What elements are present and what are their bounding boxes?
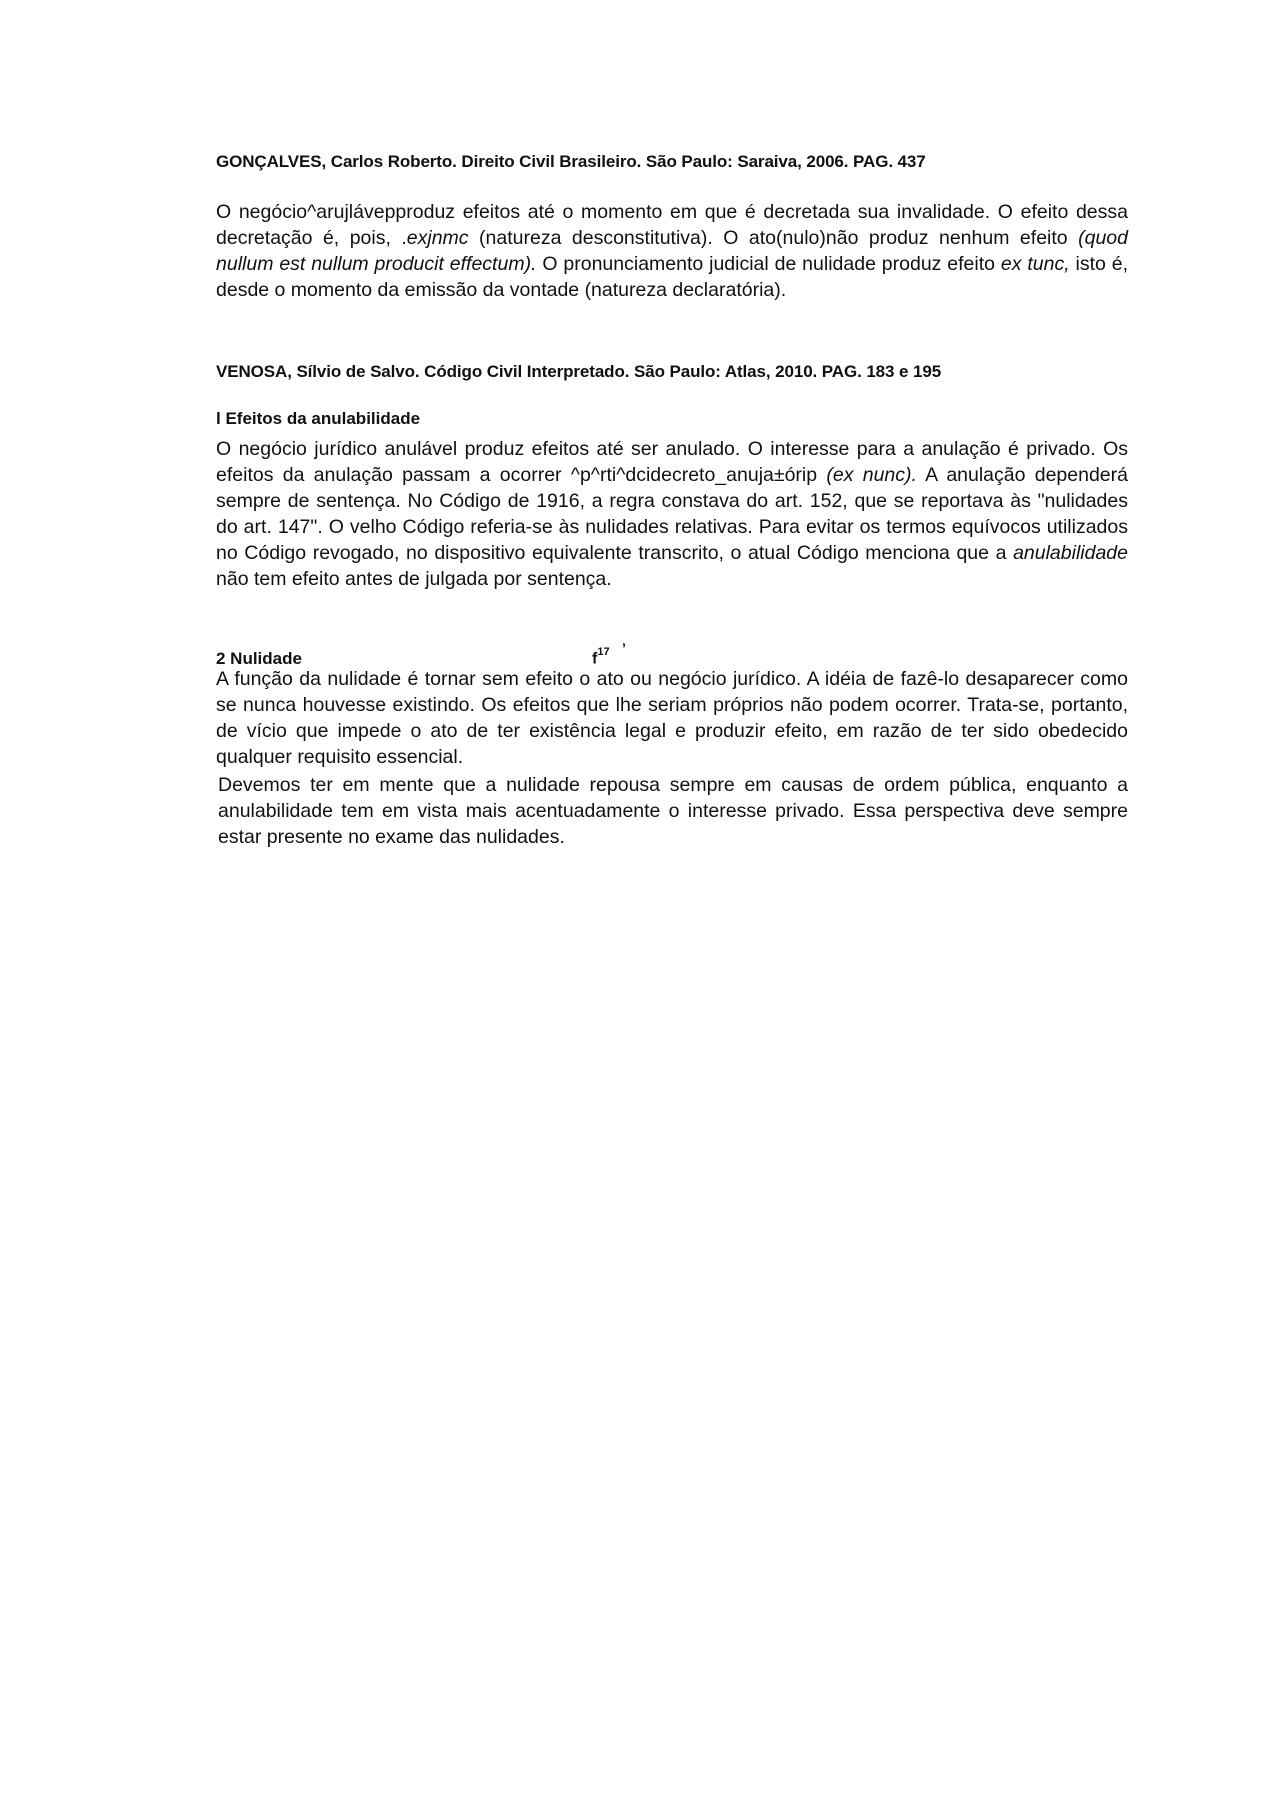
goncalves-citation: GONÇALVES, Carlos Roberto. Direito Civil Brasileiro. São Paulo: Saraiva, 2006. PAG. 437 (216, 152, 926, 171)
section-heading-nulidade: 2 Nulidade (216, 649, 302, 668)
footnote-marker-letter: f (592, 650, 598, 668)
nulidade-paragraph-1: A função da nulidade é tornar sem efeito o ato ou negócio jurídico. A idéia de fazê-lo desaparecer como se nunca houvesse existindo. Os efeitos que lhe seriam próprios não podem ocorrer. Trata-se, portanto, de vício que impede o ato de ter existência legal e produzir efeito, em razão de ter sido obedecido qualquer requisito essencial. (216, 668, 1128, 768)
nulidade-paragraph-2: Devemos ter em mente que a nulidade repousa sempre em causas de ordem pública, enquanto a anulabilidade tem em vista mais acentuadamente o interesse privado. Essa perspectiva deve sempre estar presente no exame das nulidades. (218, 774, 1128, 848)
footnote-marker-tick: ’ (622, 640, 626, 656)
goncalves-italic-exjnmc: exjnmc (406, 227, 469, 249)
anulabilidade-italic-ex-nunc: (ex nunc). (826, 464, 917, 486)
goncalves-text-1: O negócio^arujlávepproduz efeitos até o momento em que é decretada sua invalidade. O efeito dessa decretação é, pois, . (216, 201, 1128, 249)
venosa-citation: VENOSA, Sílvio de Salvo. Código Civil Interpretado. São Paulo: Atlas, 2010. PAG. 183 e 195 (216, 362, 942, 381)
goncalves-paragraph (216, 199, 1128, 303)
goncalves-italic-latin: (quod nullum est nullum producit effectum). (216, 227, 1128, 275)
goncalves-italic-ex-tunc: ex tunc, (1000, 253, 1070, 275)
footnote-marker-number: 17 (597, 646, 610, 658)
goncalves-text-4: isto é, desde o momento da emissão da vontade (natureza declaratória). (216, 253, 1129, 301)
anulabilidade-italic-term: anulabilidade (1013, 542, 1128, 564)
anulabilidade-text-2: A anulação dependerá sempre de sentença. No Código de 1916, a regra constava do art. 152, que se reportava às "nulidades do art. 147". O velho Código referia-se às nulidades relativas. Para evitar os termos equívocos utilizados no Código revogado, no dispositivo equivalente transcrito, o atual Código menciona que a (216, 464, 1128, 564)
section-heading-efeitos: l Efeitos da anulabilidade (216, 409, 421, 428)
goncalves-text-3: O pronunciamento judicial de nulidade produz efeito (536, 253, 1001, 275)
goncalves-text-2: (natureza desconstitutiva). O ato(nulo)não produz nenhum efeito (468, 227, 1079, 249)
anulabilidade-text-1: O negócio jurídico anulável produz efeitos até ser anulado. O interesse para a anulação é privado. Os efeitos da anulação passam a ocorrer ^p^rti^dcidecreto_anuja±órip (216, 438, 1128, 486)
anulabilidade-text-3: não tem efeito antes de julgada por sentença. (216, 568, 612, 590)
anulabilidade-paragraph (216, 436, 1128, 592)
